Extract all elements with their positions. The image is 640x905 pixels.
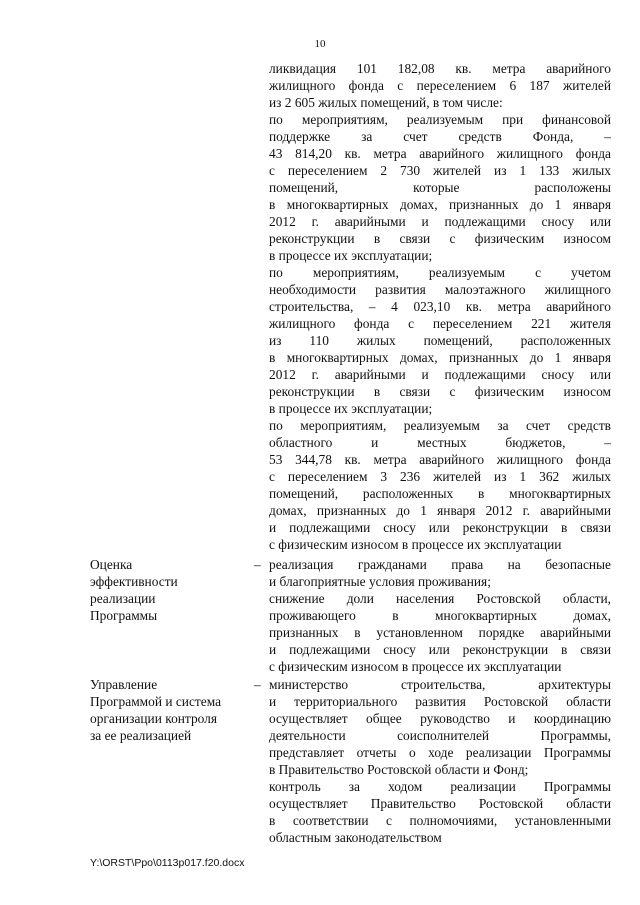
text-line: министерство строительства, архитектуры <box>269 677 611 692</box>
efficiency-dash: – <box>254 557 261 572</box>
text-line: признанных в установленном порядке аварийными <box>269 625 611 640</box>
text-line: снижение доли населения Ростовской области, <box>269 591 611 606</box>
text-line: по мероприятиям, реализуемым за счет средств <box>269 418 611 433</box>
text-line: помещений, расположенных в многоквартирных <box>269 486 611 501</box>
text-line: и территориального развития Ростовской области <box>269 694 611 709</box>
text-line: представляет отчеты о ходе реализации Программы <box>269 745 611 760</box>
text-line: необходимости развития малоэтажного жилищного <box>269 282 611 297</box>
text-line: деятельности соисполнителей Программы, <box>269 728 611 743</box>
text-line: по мероприятиям, реализуемым с учетом <box>269 265 611 280</box>
text-line: домах, признанных до 1 января 2012 г. аварийными <box>269 503 611 518</box>
text-line: в Правительство Ростовской области и Фонд; <box>269 762 529 777</box>
management-dash: – <box>254 677 261 692</box>
efficiency-label-line: Оценка <box>90 557 133 572</box>
text-line: с переселением 2 730 жителей из 1 133 жилых <box>269 163 611 178</box>
management-label-line: за ее реализацией <box>90 728 192 743</box>
text-line: контроль за ходом реализации Программы <box>269 779 611 794</box>
text-line: в многоквартирных домах, признанных до 1 января <box>269 350 611 365</box>
text-line: поддержке за счет средств Фонда, – <box>269 129 611 144</box>
text-line: помещений, которые расположены <box>269 180 611 195</box>
text-line: осуществляет общее руководство и координацию <box>269 711 611 726</box>
management-label-line: Программой и система <box>90 694 222 709</box>
management-label-line: Управление <box>90 677 158 692</box>
file-path-footer: Y:\ORST\Ppo\0113p017.f20.docx <box>90 857 245 869</box>
page-number: 10 <box>314 38 326 50</box>
text-line: проживающего в многоквартирных домах, <box>269 608 611 623</box>
text-line: с физическим износом в процессе их эксплуатации <box>269 659 562 674</box>
text-line: 2012 г. аварийными и подлежащими сносу или <box>269 214 611 229</box>
text-line: осуществляет Правительство Ростовской области <box>269 796 611 811</box>
text-line: жилищного фонда с переселением 221 жителя <box>269 316 611 331</box>
text-line: и подлежащими сносу или реконструкции в связи <box>269 642 611 657</box>
text-line: жилищного фонда с переселением 6 187 жителей <box>269 78 611 93</box>
text-line: 2012 г. аварийными и подлежащими сносу или <box>269 367 611 382</box>
text-line: в многоквартирных домах, признанных до 1 января <box>269 197 611 212</box>
text-line: областным законодательством <box>269 830 442 845</box>
text-line: из 2 605 жилых помещений, в том числе: <box>269 95 503 110</box>
management-label-line: организации контроля <box>90 711 217 726</box>
text-line: реконструкции в связи с физическим износом <box>269 231 611 246</box>
text-line: с физическим износом в процессе их эксплуатации <box>269 537 562 552</box>
efficiency-label-line: эффективности <box>90 574 178 589</box>
text-line: областного и местных бюджетов, – <box>269 435 611 450</box>
text-line: ликвидация 101 182,08 кв. метра аварийного <box>269 61 611 76</box>
efficiency-label-line: реализации <box>90 591 156 606</box>
text-line: и благоприятные условия проживания; <box>269 574 491 589</box>
text-line: по мероприятиям, реализуемым при финансовой <box>269 112 611 127</box>
text-line: 53 344,78 кв. метра аварийного жилищного фонда <box>269 452 611 467</box>
text-line: реконструкции в связи с физическим износом <box>269 384 611 399</box>
text-line: с переселением 3 236 жителей из 1 362 жилых <box>269 469 611 484</box>
text-line: строительства, – 4 023,10 кв. метра аварийного <box>269 299 611 314</box>
text-line: реализация гражданами права на безопасные <box>269 557 611 572</box>
text-line: из 110 жилых помещений, расположенных <box>269 333 611 348</box>
text-line: и подлежащими сносу или реконструкции в связи <box>269 520 611 535</box>
text-line: в соответствии с полномочиями, установленными <box>269 813 611 828</box>
text-line: 43 814,20 кв. метра аварийного жилищного фонда <box>269 146 611 161</box>
efficiency-label-line: Программы <box>90 608 158 623</box>
text-line: в процессе их эксплуатации; <box>269 401 433 416</box>
text-line: в процессе их эксплуатации; <box>269 248 433 263</box>
